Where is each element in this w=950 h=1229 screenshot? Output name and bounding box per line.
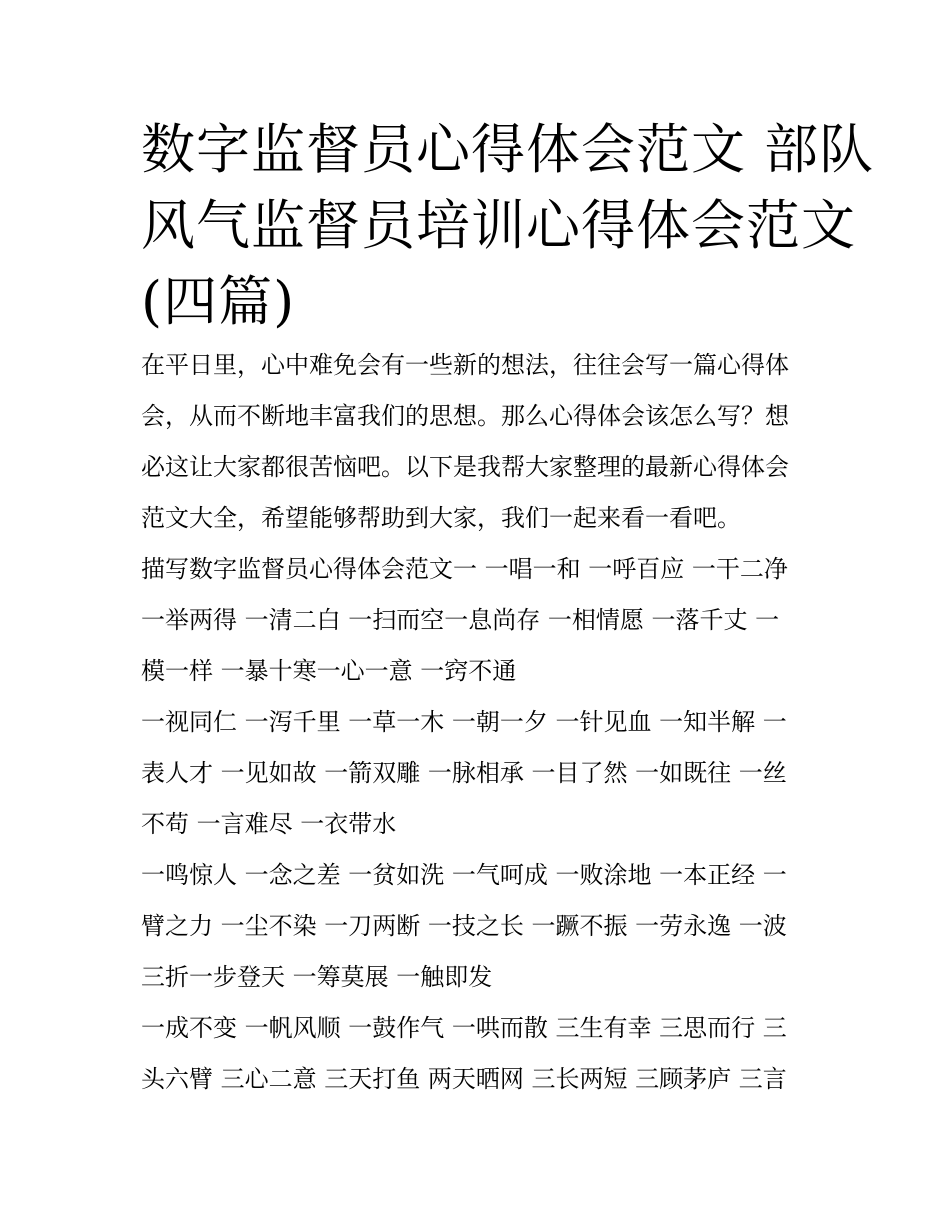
body-line: 臂之力 一尘不染 一刀两断 一技之长 一蹶不振 一劳永逸 一波	[141, 912, 787, 940]
body-line: 不苟 一言难尽 一衣带水	[141, 810, 397, 838]
document-page	[141, 112, 875, 1105]
title-line: (四篇)	[141, 270, 296, 333]
body-line: 模一样 一暴十寒一心一意 一窍不通	[141, 657, 517, 685]
body-line: 一鸣惊人 一念之差 一贫如洗 一气呵成 一败涂地 一本正经 一	[141, 861, 787, 889]
title-line: 风气监督员培训心得体会范文	[141, 194, 856, 257]
body-paragraph-4	[141, 1003, 817, 1105]
body-paragraph-3	[141, 850, 817, 1003]
body-line: 描写数字监督员心得体会范文一 一唱一和 一呼百应 一干二净	[141, 555, 788, 583]
intro-line: 必这让大家都很苦恼吧。以下是我帮大家整理的最新心得体会	[141, 453, 789, 481]
title-line: 数字监督员心得体会范文 部队	[141, 118, 875, 181]
body-line: 表人才 一见如故 一箭双雕 一脉相承 一目了然 一如既往 一丝	[141, 759, 787, 787]
intro-line: 在平日里，心中难免会有一些新的想法，往往会写一篇心得体	[141, 351, 789, 379]
intro-paragraph	[141, 340, 817, 544]
body-line: 一举两得 一清二白 一扫而空一息尚存 一相情愿 一落千丈 一	[141, 606, 780, 634]
document-title	[141, 112, 875, 340]
intro-line: 会，从而不断地丰富我们的思想。那么心得体会该怎么写？想	[141, 402, 789, 430]
body-paragraph-1	[141, 544, 817, 697]
body-paragraph-2	[141, 697, 817, 850]
body-line: 一视同仁 一泻千里 一草一木 一朝一夕 一针见血 一知半解 一	[141, 708, 787, 736]
body-line: 头六臂 三心二意 三天打鱼 两天晒网 三长两短 三顾茅庐 三言	[141, 1065, 787, 1093]
intro-line: 范文大全，希望能够帮助到大家，我们一起来看一看吧。	[141, 504, 741, 532]
body-line: 三折一步登天 一筹莫展 一触即发	[141, 963, 493, 991]
body-line: 一成不变 一帆风顺 一鼓作气 一哄而散 三生有幸 三思而行 三	[141, 1014, 787, 1042]
